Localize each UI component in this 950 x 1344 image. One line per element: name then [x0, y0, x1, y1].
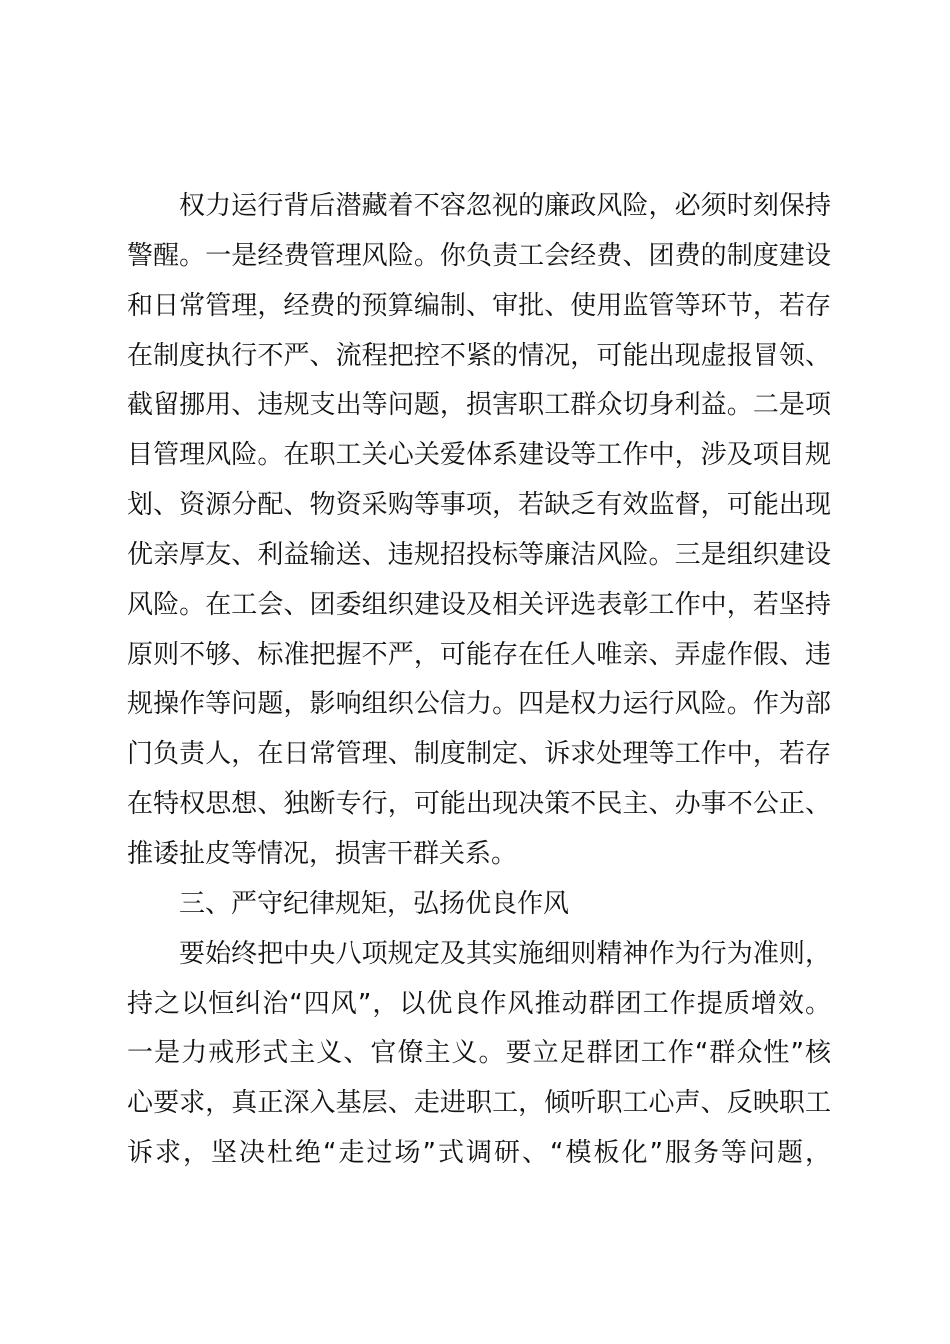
text-line: 一是力戒形式主义、官僚主义。要立足群团工作“群众性”核 — [127, 1038, 831, 1069]
text-line: 门负责人，在日常管理、制度制定、诉求处理等工作中，若存 — [127, 739, 831, 770]
text-line: 优亲厚友、利益输送、违规招投标等廉洁风险。三是组织建设 — [127, 539, 831, 570]
text-line: 要始终把中央八项规定及其实施细则精神作为行为准则， — [179, 938, 831, 969]
paragraph-discipline — [127, 930, 831, 1179]
text-line: 目管理风险。在职工关心关爱体系建设等工作中，涉及项目规 — [127, 440, 831, 471]
text-line: 和日常管理，经费的预算编制、审批、使用监管等环节，若存 — [127, 290, 831, 321]
text-line: 在特权思想、独断专行，可能出现决策不民主、办事不公正、 — [127, 789, 831, 820]
paragraph-risks — [127, 182, 831, 880]
text-line: 原则不够、标准把握不严，可能存在任人唯亲、弄虚作假、违 — [127, 639, 831, 670]
text-line: 截留挪用、违规支出等问题，损害职工群众切身利益。二是项 — [127, 390, 831, 421]
document-page — [127, 182, 831, 1179]
section-heading: 三、严守纪律规矩，弘扬优良作风 — [179, 888, 570, 919]
text-line: 警醒。一是经费管理风险。你负责工会经费、团费的制度建设 — [127, 240, 831, 271]
text-line: 规操作等问题，影响组织公信力。四是权力运行风险。作为部 — [127, 689, 831, 720]
text-line: 推诿扯皮等情况，损害干群关系。 — [127, 838, 518, 869]
text-line: 在制度执行不严、流程把控不紧的情况，可能出现虚报冒领、 — [127, 340, 831, 371]
text-line: 划、资源分配、物资采购等事项，若缺乏有效监督，可能出现 — [127, 490, 831, 521]
text-line: 诉求，坚决杜绝“走过场”式调研、“模板化”服务等问题， — [127, 1138, 831, 1169]
text-line: 权力运行背后潜藏着不容忽视的廉政风险，必须时刻保持 — [179, 191, 831, 221]
text-line: 心要求，真正深入基层、走进职工，倾听职工心声、反映职工 — [127, 1088, 831, 1119]
text-line: 风险。在工会、团委组织建设及相关评选表彰工作中，若坚持 — [127, 589, 831, 620]
text-line: 持之以恒纠治“四风”，以优良作风推动群团工作提质增效。 — [127, 988, 831, 1019]
